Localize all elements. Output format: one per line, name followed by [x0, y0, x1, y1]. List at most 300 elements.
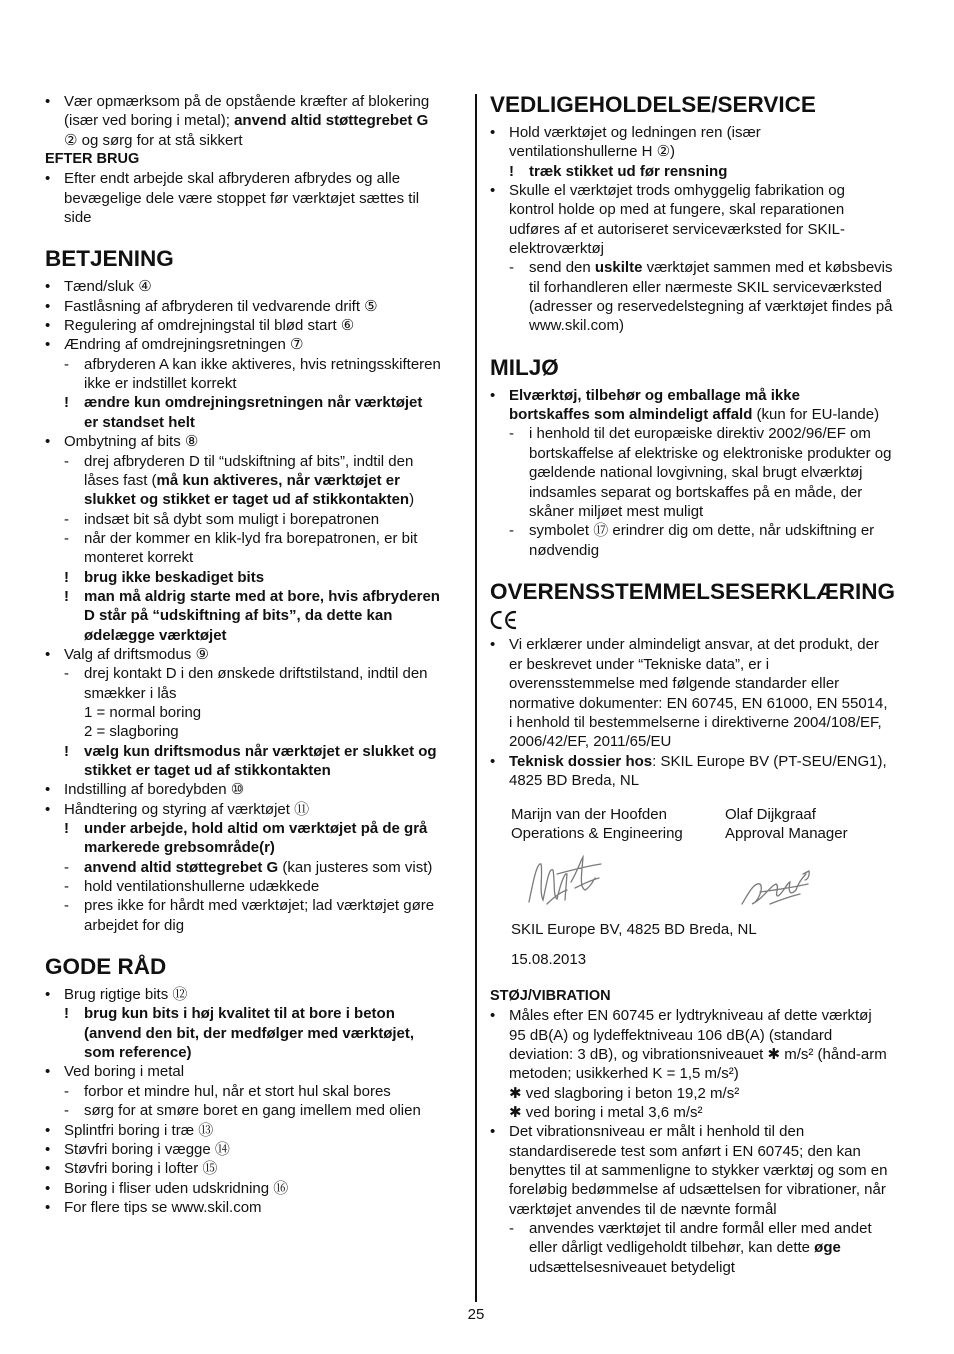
text-line: [84, 471, 475, 490]
text-line: [509, 1161, 920, 1180]
text-run: send den: [529, 259, 595, 277]
bullet-marker: •: [490, 1007, 496, 1025]
text-line: [529, 258, 920, 277]
bold-text: må kun aktiveres, når værktøjet er: [156, 471, 400, 489]
list-item-body: [64, 1121, 475, 1140]
warning-note: [64, 1004, 475, 1062]
list-item: [45, 1198, 475, 1217]
text-run: ✱ ved boring i metal 3,6 m/s²: [509, 1104, 703, 1122]
text-line: [84, 548, 475, 567]
bullet-marker: •: [45, 800, 51, 818]
sub-item: [64, 858, 475, 877]
text-run: indsæt bit så dybt som muligt i borepatronen: [84, 510, 380, 528]
bullet-marker: •: [490, 182, 496, 200]
sub-item: [64, 510, 475, 529]
sub-item: [509, 258, 920, 335]
text-run: normative dokumenter: EN 60745, EN 61000, EN 55014,: [509, 694, 888, 712]
warning-note-body: [84, 587, 475, 645]
text-run: 1 = normal boring: [84, 703, 202, 721]
text-line: [84, 1043, 475, 1062]
list-item: [45, 985, 475, 1062]
ce-mark: [490, 610, 920, 636]
warning-note: [64, 742, 475, 781]
bullet-marker: •: [490, 752, 496, 770]
sub-item-body: [84, 877, 475, 896]
text-line: [84, 838, 475, 857]
bold-text: Teknisk dossier hos: [509, 752, 653, 770]
text-line: [84, 1024, 475, 1043]
text-line: [84, 877, 475, 896]
text-run: Skulle el værktøjet trods omhyggelig fabrikation og: [509, 182, 845, 200]
bullet-list: [490, 635, 920, 790]
list-item-body: [509, 1122, 920, 1277]
warning-marker: !: [64, 394, 69, 412]
dash-marker: -: [64, 665, 69, 683]
text-run: ændre kun omdrejningsretningen når værktøjet: [84, 394, 423, 412]
text-line: [64, 800, 475, 819]
list-item: [45, 780, 475, 799]
text-run: Splintfri boring i træ ⑬: [64, 1121, 214, 1139]
sub-item-body: [84, 510, 475, 529]
list-item-body: [509, 752, 920, 791]
dash-marker: -: [64, 858, 69, 876]
list-item-body: [64, 645, 475, 780]
list-item-body: [64, 985, 475, 1062]
text-run: benyttes til at sammenligne to stykker værktøj og som en: [509, 1162, 888, 1180]
text-line: [509, 142, 920, 161]
text-line: [84, 819, 475, 838]
bullet-marker: •: [490, 124, 496, 141]
text-run: (kun for EU-lande): [752, 406, 880, 424]
text-run: bortskaffelse af elektriske og elektroniske produkter og: [529, 444, 892, 462]
text-line: [84, 1004, 475, 1023]
text-run: ✱ ved slagboring i beton 19,2 m/s²: [509, 1084, 740, 1102]
text-run: Valg af driftsmodus ⑨: [64, 645, 209, 663]
bold-text: anvend altid støttegrebet G: [84, 858, 279, 876]
text-line: [509, 405, 920, 424]
text-run: For flere tips se www.skil.com: [64, 1198, 262, 1216]
text-line: [84, 393, 475, 412]
text-line: [64, 208, 475, 227]
bullet-marker: •: [490, 386, 496, 404]
sub-item-body: [84, 529, 475, 568]
bullet-marker: •: [45, 278, 51, 296]
list-item: [490, 635, 920, 751]
warning-marker: !: [64, 1005, 69, 1023]
list-item: [45, 316, 475, 335]
text-line: [84, 374, 475, 393]
list-item-body: [64, 800, 475, 935]
text-run: vælg kun driftsmodus når værktøjet er slukket og: [84, 742, 437, 760]
warning-note: [509, 162, 920, 181]
text-line: [64, 645, 475, 664]
dash-marker: -: [509, 425, 514, 443]
text-line: [84, 587, 475, 606]
text-line: [509, 1084, 920, 1103]
list-item-body: [64, 1140, 475, 1159]
text-run: markerede grebsområde(r): [84, 839, 275, 857]
list-item-body: [64, 1159, 475, 1178]
list-item-body: [509, 635, 920, 751]
text-line: [509, 200, 920, 219]
text-line: [529, 1238, 920, 1257]
column-divider: [475, 94, 477, 1302]
text-run: hold ventilationshullerne udækkede: [84, 878, 320, 896]
text-line: [64, 1140, 475, 1159]
sub-item: [509, 1219, 920, 1277]
bullet-marker: •: [45, 1121, 51, 1139]
bullet-list: [45, 277, 475, 935]
bullet-marker: •: [45, 781, 51, 799]
list-item: [490, 181, 920, 336]
sub-item: [509, 521, 920, 560]
right-column: [490, 92, 920, 1277]
text-line: [509, 181, 920, 200]
text-run: i henhold til bestemmelserne i direktiverne 2004/108/EF,: [509, 713, 882, 731]
text-run: træk stikket ud før rensning: [529, 162, 728, 180]
text-run: monteret korrekt: [84, 549, 194, 567]
text-run: sørg for at smøre boret en gang imellem med olien: [84, 1102, 421, 1120]
text-line: [529, 278, 920, 297]
list-item: [45, 277, 475, 296]
list-item: [45, 335, 475, 432]
bullet-marker: •: [45, 645, 51, 663]
text-line: [64, 1198, 475, 1217]
bullet-list: [490, 123, 920, 336]
bullet-marker: •: [45, 986, 51, 1004]
text-line: [64, 111, 475, 130]
text-line: [64, 277, 475, 296]
text-run: er beskrevet under “Tekniske data”, er i: [509, 655, 770, 673]
list-item: [45, 1179, 475, 1198]
text-line: [509, 1064, 920, 1083]
text-run: side: [64, 209, 92, 227]
bullet-marker: •: [45, 336, 51, 354]
text-run: man må aldrig starte med at bore, hvis afbryderen: [84, 587, 440, 605]
text-line: [84, 684, 475, 703]
section-heading: VEDLIGEHOLDELSE/SERVICE: [490, 92, 816, 117]
text-run: 95 dB(A) og lydeffektniveau 106 dB(A) (standard: [509, 1026, 833, 1044]
warning-note-body: [84, 1004, 475, 1062]
text-line: [84, 664, 475, 683]
text-run: Regulering af omdrejningstal til blød start ⑥: [64, 317, 355, 335]
text-run: deviation: 3 dB), og vibrationsniveauet ✱ m/s² (hånd-arm: [509, 1046, 887, 1063]
dash-marker: -: [64, 1082, 69, 1100]
text-run: Brug rigtige bits ⑫: [64, 986, 188, 1004]
text-run: Støvfri boring i vægge ⑭: [64, 1140, 230, 1158]
bullet-marker: •: [45, 170, 51, 188]
text-line: [509, 1045, 920, 1064]
warning-note-body: [84, 568, 475, 587]
list-item-body: [64, 316, 475, 335]
sub-item-body: [84, 1101, 475, 1120]
text-line: [509, 732, 920, 751]
text-line: [529, 444, 920, 463]
sub-item: [64, 452, 475, 510]
list-item: [490, 752, 920, 791]
text-line: [509, 771, 920, 790]
list-item-body: [64, 169, 475, 227]
text-run: pres ikke for hårdt med værktøjet; lad værktøjet gøre: [84, 897, 435, 915]
signatory-role: Operations & Engineering: [511, 825, 683, 843]
warning-note: [64, 393, 475, 432]
list-item: [45, 800, 475, 935]
warning-marker: !: [509, 162, 514, 180]
warning-note-body: [529, 162, 920, 181]
text-line: [64, 189, 475, 208]
bullet-list: [45, 92, 475, 150]
text-run: Håndtering og styring af værktøjet ⑪: [64, 800, 310, 818]
section-heading: GODE RÅD: [45, 954, 167, 980]
text-run: brug ikke beskadiget bits: [84, 568, 265, 586]
warning-note: [64, 587, 475, 645]
text-line: [529, 483, 920, 502]
text-run: værktøjet sammen med et købsbevis: [642, 259, 893, 277]
dash-marker: -: [64, 452, 69, 470]
text-run: værktøjet anvendes til de nævnte formål: [509, 1200, 777, 1218]
left-column: [45, 92, 475, 1217]
dash-marker: -: [64, 355, 69, 373]
bullet-list: [490, 386, 920, 560]
text-run: drej kontakt D i den ønskede driftstilstand, indtil den: [84, 665, 428, 683]
text-run: 2006/42/EF, 2011/65/EU: [509, 733, 672, 751]
text-run: under arbejde, hold altid om værktøjet på de grå: [84, 820, 428, 838]
sub-item-body: [529, 1219, 920, 1277]
list-item: [490, 386, 920, 560]
text-run: Fastlåsning af afbryderen til vedvarende drift ⑤: [64, 297, 378, 315]
bold-text: Elværktøj, tilbehør og emballage må ikke: [509, 386, 800, 404]
text-run: ødelægge værktøjet: [84, 626, 227, 644]
warning-note: [64, 568, 475, 587]
text-run: udsættelsesniveauet betydeligt: [529, 1258, 735, 1276]
dash-marker: -: [509, 522, 514, 540]
list-item: [45, 1140, 475, 1159]
text-run: Indstilling af boredybden ⑩: [64, 781, 245, 799]
text-run: gældende national lovgivning, skal brugt elværktøj: [529, 464, 863, 482]
text-run: D står på “udskiftning af bits”, da dette kan: [84, 607, 393, 625]
text-line: [529, 297, 920, 316]
dash-marker: -: [64, 1102, 69, 1120]
warning-marker: !: [64, 587, 69, 605]
bullet-marker: •: [45, 1179, 51, 1197]
text-run: (kan justeres som vist): [278, 858, 433, 876]
signatory-name: Olaf Dijkgraaf: [725, 805, 816, 823]
text-line: [529, 1219, 920, 1238]
text-line: [84, 703, 475, 722]
warning-note-body: [84, 742, 475, 781]
bold-text: bortskaffes som almindeligt affald: [509, 406, 753, 424]
text-run: Vi erklærer under almindeligt ansvar, at det produkt, der: [509, 636, 879, 654]
list-item: [45, 1159, 475, 1178]
list-item: [45, 169, 475, 227]
text-run: kontrol holde op med at fungere, skal reparationen: [509, 201, 845, 219]
bullet-list: [490, 1006, 920, 1277]
text-run: Tænd/sluk ④: [64, 278, 152, 296]
warning-note-body: [84, 393, 475, 432]
bullet-marker: •: [45, 433, 51, 451]
list-item-body: [509, 386, 920, 560]
bullet-marker: •: [45, 1198, 51, 1216]
sub-item-body: [84, 452, 475, 510]
bullet-list: [45, 169, 475, 227]
text-run: ): [409, 491, 415, 509]
list-item-body: [64, 1062, 475, 1120]
sub-item: [509, 424, 920, 521]
text-run: forbor et mindre hul, når et stort hul skal bores: [84, 1082, 391, 1100]
signatories: [490, 805, 920, 920]
bullet-marker: •: [45, 297, 51, 315]
text-run: elektroværktøj: [509, 240, 605, 258]
text-line: [84, 355, 475, 374]
text-line: [84, 568, 475, 587]
sub-item-body: [84, 355, 475, 394]
text-line: [509, 239, 920, 258]
text-run: ② og sørg for at stå sikkert: [64, 131, 243, 149]
text-line: [64, 1179, 475, 1198]
text-line: [529, 502, 920, 521]
text-run: Boring i fliser uden udskridning ⑯: [64, 1179, 289, 1197]
text-run: Efter endt arbejde skal afbryderen afbrydes og alle: [64, 170, 401, 188]
text-line: [84, 413, 475, 432]
text-run: brug kun bits i høj kvalitet til at bore i beton: [84, 1005, 395, 1023]
list-item: [45, 645, 475, 780]
text-run: som reference): [84, 1044, 192, 1062]
text-line: [84, 626, 475, 645]
signatory: [725, 805, 925, 920]
sub-item: [64, 1101, 475, 1120]
text-line: [509, 220, 920, 239]
text-run: når der kommer en klik-lyd fra borepatronen, er bit: [84, 529, 418, 547]
bullet-marker: •: [45, 1140, 51, 1158]
section-heading: MILJØ: [490, 354, 559, 380]
list-item: [45, 432, 475, 645]
text-run: (adresser og reservedelstegning af værktøjet findes på: [529, 298, 893, 316]
sub-item: [64, 355, 475, 394]
text-line: [509, 713, 920, 732]
signatory: [511, 805, 725, 920]
sub-item-body: [84, 664, 475, 741]
text-run: overensstemmelse med følgende standarder eller: [509, 675, 840, 693]
text-run: anvendes værktøjet til andre formål eller med andet: [529, 1220, 872, 1238]
dash-marker: -: [64, 529, 69, 547]
text-run: Hold værktøjet og ledningen ren (især: [509, 124, 761, 141]
sub-item-body: [529, 424, 920, 521]
text-line: [64, 1121, 475, 1140]
dash-marker: -: [64, 897, 69, 915]
bullet-list: [45, 985, 475, 1217]
signature-image: [511, 844, 725, 921]
text-line: [529, 1258, 920, 1277]
text-run: Ombytning af bits ⑧: [64, 433, 199, 451]
dash-marker: -: [64, 510, 69, 528]
dash-marker: -: [509, 259, 514, 277]
text-run: 4825 BD Breda, NL: [509, 771, 640, 789]
text-line: [64, 92, 475, 111]
text-run: ventilationshullerne H ②): [509, 143, 676, 161]
section-heading: OVERENSSTEMMELSESERKLÆRING: [490, 578, 896, 604]
bold-text: slukket og stikket er taget ud af stikkontakten: [84, 491, 410, 509]
text-line: [509, 1006, 920, 1025]
text-run: smækker i lås: [84, 684, 177, 702]
text-line: [84, 916, 475, 935]
text-line: [529, 463, 920, 482]
text-line: [84, 529, 475, 548]
list-item: [45, 1121, 475, 1140]
text-line: [84, 722, 475, 741]
text-line: [509, 1142, 920, 1161]
text-line: [509, 694, 920, 713]
warning-marker: !: [64, 568, 69, 586]
text-run: nødvendig: [529, 541, 600, 559]
text-run: metoden; usikkerhed K = 1,5 m/s²): [509, 1065, 739, 1083]
list-item-body: [64, 1179, 475, 1198]
text-line: [529, 424, 920, 443]
text-run: symbolet ⑰ erindrer dig om dette, når udskiftning er: [529, 522, 875, 540]
text-line: [529, 316, 920, 335]
list-item-body: [64, 432, 475, 645]
text-line: [64, 1062, 475, 1081]
text-run: Vær opmærksom på de opstående kræfter af blokering: [64, 93, 430, 110]
text-line: [64, 169, 475, 188]
text-line: [84, 1082, 475, 1101]
text-line: [509, 386, 920, 405]
text-line: [64, 1159, 475, 1178]
sub-item: [64, 877, 475, 896]
bullet-marker: •: [45, 1063, 51, 1081]
text-line: [509, 1180, 920, 1199]
text-run: udføres af et autoriseret serviceværksted for SKIL-: [509, 220, 845, 238]
text-run: drej afbryderen D til “udskiftning af bits”, indtil den: [84, 452, 414, 470]
text-line: [64, 780, 475, 799]
section-heading: BETJENING: [45, 246, 174, 272]
bold-text: øge: [814, 1239, 841, 1257]
text-line: [509, 1200, 920, 1219]
text-line: [64, 316, 475, 335]
text-run: skåner miljøet mest muligt: [529, 502, 704, 520]
warning-note: [64, 819, 475, 858]
sub-item: [64, 896, 475, 935]
text-line: [84, 510, 475, 529]
subsection-label: EFTER BRUG: [45, 151, 140, 168]
text-line: [509, 674, 920, 693]
dash-marker: -: [509, 1220, 514, 1238]
signature-image: [725, 844, 925, 921]
subsection-label: STØJ/VIBRATION: [490, 987, 611, 1004]
text-line: [64, 131, 475, 150]
list-item: [45, 1062, 475, 1120]
text-line: [64, 335, 475, 354]
sub-item: [64, 529, 475, 568]
text-run: stikket er taget ud af stikkontakten: [84, 762, 331, 779]
text-line: [84, 452, 475, 471]
declaration-date: 15.08.2013: [511, 951, 587, 969]
text-run: eller dårligt vedligeholdt tilbehør, kan dette: [529, 1239, 815, 1257]
bullet-marker: •: [490, 1123, 496, 1141]
page-number: 25: [467, 1306, 485, 1323]
text-line: [509, 752, 920, 771]
sub-item-body: [84, 896, 475, 935]
list-item: [45, 92, 475, 150]
list-item: [45, 297, 475, 316]
text-line: [84, 896, 475, 915]
signatory-role: Approval Manager: [725, 825, 848, 843]
list-item: [490, 123, 920, 181]
text-run: til forhandleren eller nærmeste SKIL serviceværksted: [529, 278, 882, 296]
warning-note-body: [84, 819, 475, 858]
text-run: Ændring af omdrejningsretningen ⑦: [64, 336, 304, 354]
list-item-body: [64, 277, 475, 296]
bullet-marker: •: [45, 317, 51, 335]
